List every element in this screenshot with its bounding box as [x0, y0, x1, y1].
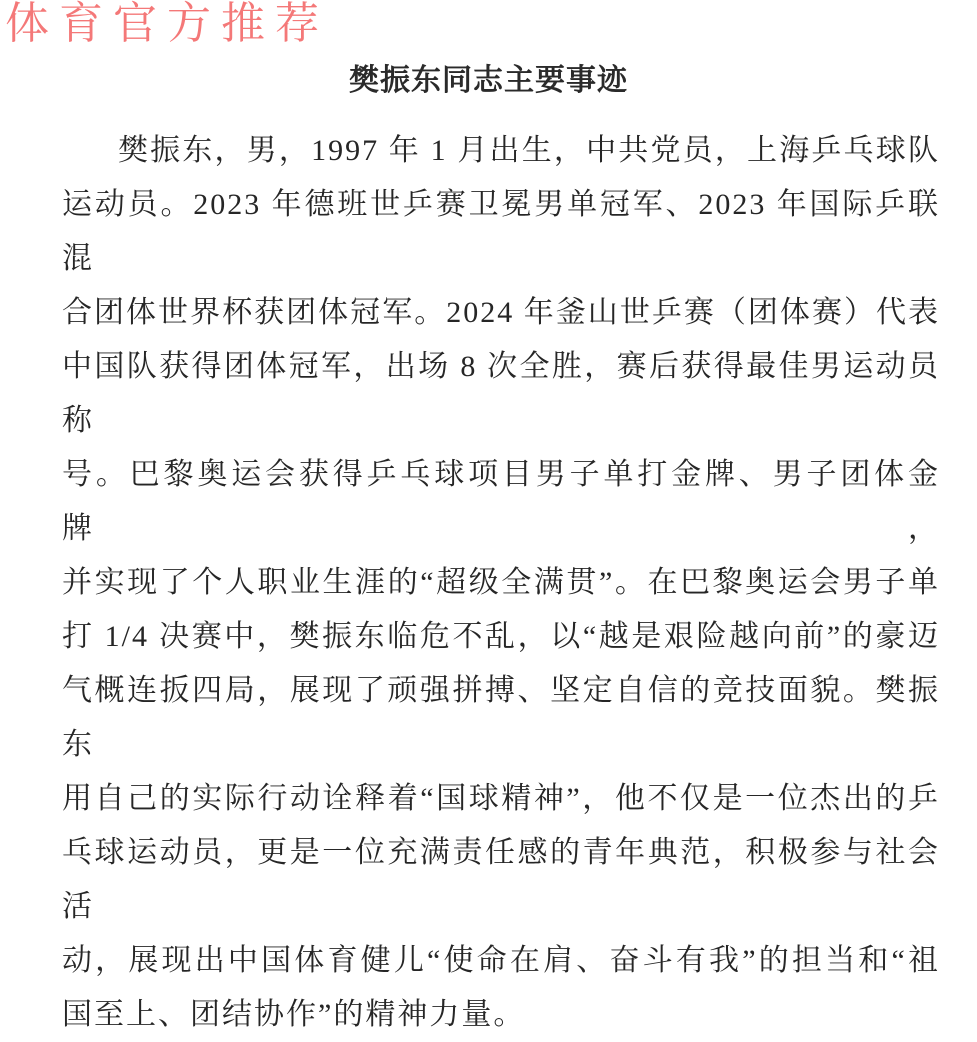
- paragraph-line: 樊振东，男，1997 年 1 月出生，中共党员，上海乒乓球队: [118, 134, 940, 167]
- document-paragraph: [62, 124, 940, 1042]
- paragraph-line: 动，展现出中国体育健儿“使命在肩、奋斗有我”的担当和“祖: [62, 944, 940, 977]
- watermark-text: 体育官方推荐: [5, 0, 329, 48]
- paragraph-line: 号。巴黎奥运会获得乒乓球项目男子单打金牌、男子团体金牌，: [62, 458, 940, 545]
- paragraph-line: 用自己的实际行动诠释着“国球精神”，他不仅是一位杰出的乒: [62, 782, 940, 815]
- paragraph-line: 中国队获得团体冠军，出场 8 次全胜，赛后获得最佳男运动员称: [62, 350, 940, 437]
- paragraph-line: 并实现了个人职业生涯的“超级全满贯”。在巴黎奥运会男子单: [62, 566, 940, 599]
- paragraph-line: 运动员。2023 年德班世乒赛卫冕男单冠军、2023 年国际乒联混: [62, 188, 940, 275]
- paragraph-line: 国至上、团结协作”的精神力量。: [62, 998, 526, 1031]
- paragraph-line: 合团体世界杯获团体冠军。2024 年釜山世乒赛（团体赛）代表: [62, 296, 940, 329]
- paragraph-line: 气概连扳四局，展现了顽强拼搏、坚定自信的竞技面貌。樊振东: [62, 674, 940, 761]
- paragraph-line: 乓球运动员，更是一位充满责任感的青年典范，积极参与社会活: [62, 836, 940, 923]
- paragraph-line: 打 1/4 决赛中，樊振东临危不乱，以“越是艰险越向前”的豪迈: [62, 620, 940, 653]
- document-title: 樊振东同志主要事迹: [349, 64, 628, 97]
